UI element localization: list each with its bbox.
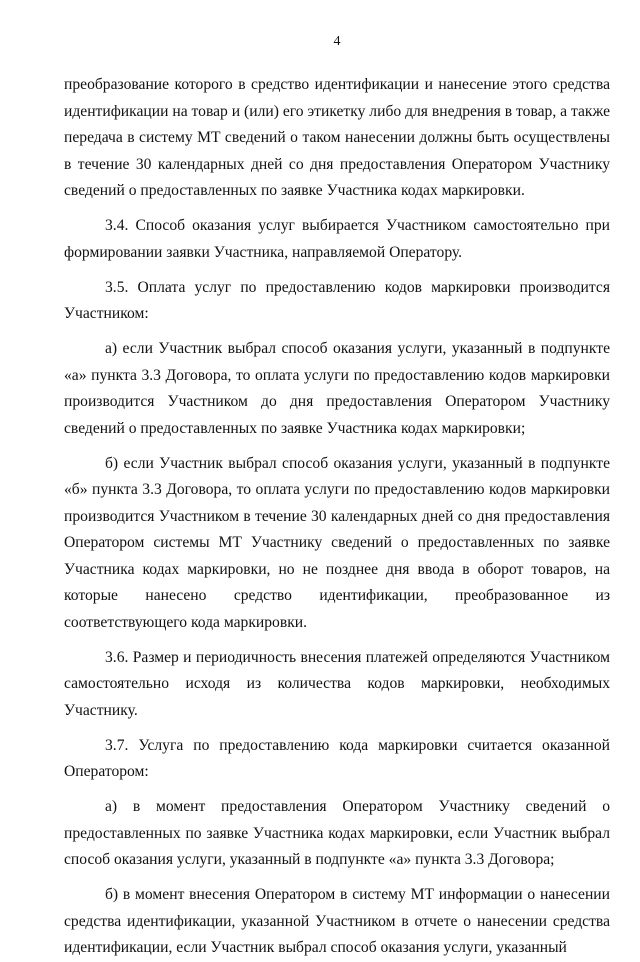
- paragraph-3-5-a: а) если Участник выбрал способ оказания услуги, указанный в подпункте «а» пункта 3.3 Договора, то оплата услуги по предоставлению кодов маркировки производится Участником до дня предоставления Оператором Участнику сведений о предоставленных по заявке Участника кодах маркировки;: [64, 340, 610, 437]
- paragraph-3-6: 3.6. Размер и периодичность внесения платежей определяются Участником самостоятельно исходя из количества кодов маркировки, необходимых Участнику.: [64, 648, 610, 719]
- document-body: [64, 72, 610, 962]
- page-number: 4: [333, 34, 341, 49]
- paragraph-3-7-b: б) в момент внесения Оператором в систему МТ информации о нанесении средства идентификации, указанной Участником в отчете о нанесении средства идентификации, если Участник выбрал способ оказания услуги, указанный: [64, 886, 610, 956]
- paragraph-continuation: преобразование которого в средство идентификации и нанесение этого средства идентификации на товар и (или) его этикетку либо для внедрения в товар, а также передача в систему МТ сведений о таком нанесении должны быть осуществлены в течение 30 календарных дней со дня предоставления Оператором Участнику сведений о предоставленных по заявке Участника кодах маркировки.: [64, 76, 610, 199]
- paragraph-3-4: 3.4. Способ оказания услуг выбирается Участником самостоятельно при формировании заявки Участника, направляемой Оператору.: [64, 217, 610, 261]
- paragraph-3-5: 3.5. Оплата услуг по предоставлению кодов маркировки производится Участником:: [64, 278, 610, 322]
- paragraph-3-7: 3.7. Услуга по предоставлению кода маркировки считается оказанной Оператором:: [64, 736, 610, 780]
- paragraph-3-7-a: а) в момент предоставления Оператором Участнику сведений о предоставленных по заявке Участника кодах маркировки, если Участник выбрал способ оказания услуги, указанный в подпункте «а» пункта 3.3 Договора;: [64, 798, 610, 868]
- paragraph-3-5-b: б) если Участник выбрал способ оказания услуги, указанный в подпункте «б» пункта 3.3 Договора, то оплата услуги по предоставлению кодов маркировки производится Участником в течение 30 календарных дней со дня предоставления Оператором системы МТ Участнику сведений о предоставленных по заявке Участника кодах маркировки, но не позднее дня ввода в оборот товаров, на которые нанесено средство идентификации, преобразованное из соответствующего кода маркировки.: [64, 454, 610, 631]
